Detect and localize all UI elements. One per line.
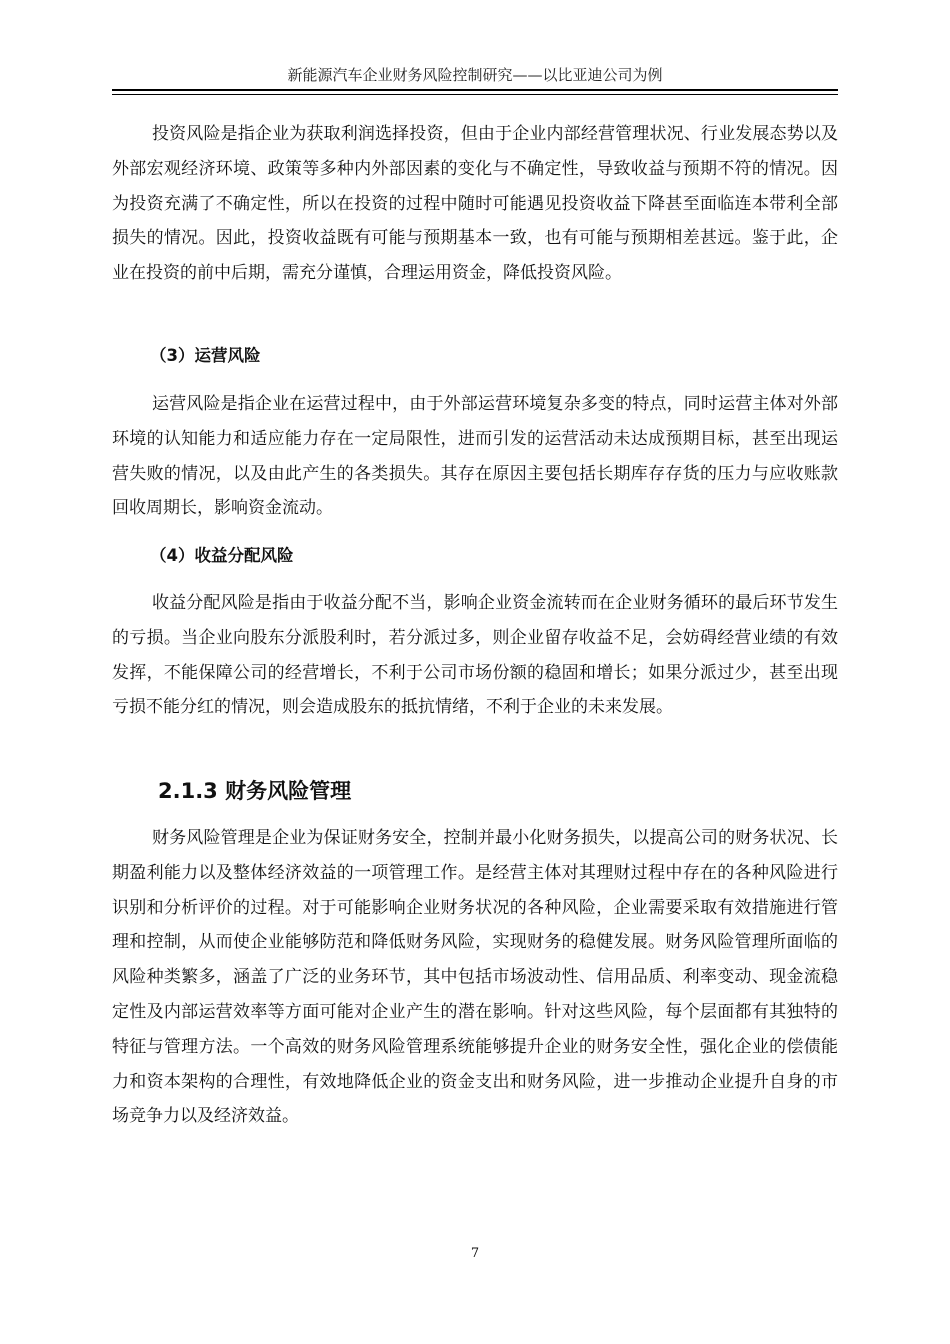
heading-operation-risk: （3）运营风险 xyxy=(150,346,261,365)
paragraph-distribution-risk: 收益分配风险是指由于收益分配不当，影响企业资金流转而在企业财务循环的最后环节发生的亏损。当企业向股东分派股利时，若分派过多，则企业留存收益不足，会妨碍经营业绩的有效发挥，不能保障公司的经营增长，不利于公司市场份额的稳固和增长；如果分派过少，甚至出现亏损不能分红的情况，则会造成股东的抵抗情绪，不利于企业的未来发展。 xyxy=(112,593,838,718)
section-title: 2.1.3 财务风险管理 xyxy=(158,779,352,803)
paragraph-operation-risk: 运营风险是指企业在运营过程中，由于外部运营环境复杂多变的特点，同时运营主体对外部环境的认知能力和适应能力存在一定局限性，进而引发的运营活动未达成预期目标，甚至出现运营失败的情况，以及由此产生的各类损失。其存在原因主要包括长期库存存货的压力与应收账款回收周期长，影响资金流动。 xyxy=(112,394,838,519)
running-header: 新能源汽车企业财务风险控制研究——以比亚迪公司为例 xyxy=(287,66,663,84)
paragraph-investment-risk: 投资风险是指企业为获取利润选择投资，但由于企业内部经营管理状况、行业发展态势以及外部宏观经济环境、政策等多种内外部因素的变化与不确定性，导致收益与预期不符的情况。因为投资充满了不确定性，所以在投资的过程中随时可能遇见投资收益下降甚至面临连本带利全部损失的情况。因此，投资收益既有可能与预期基本一致，也有可能与预期相差甚远。鉴于此，企业在投资的前中后期，需充分谨慎，合理运用资金，降低投资风险。 xyxy=(112,124,838,284)
page-number: 7 xyxy=(470,1246,480,1261)
header-rule-thin xyxy=(112,94,838,95)
paragraph-risk-management: 财务风险管理是企业为保证财务安全，控制并最小化财务损失，以提高公司的财务状况、长期盈利能力以及整体经济效益的一项管理工作。是经营主体对其理财过程中存在的各种风险进行识别和分析评价的过程。对于可能影响企业财务状况的各种风险，企业需要采取有效措施进行管理和控制，从而使企业能够防范和降低财务风险，实现财务的稳健发展。财务风险管理所面临的风险种类繁多，涵盖了广泛的业务环节，其中包括市场波动性、信用品质、利率变动、现金流稳定性及内部运营效率等方面可能对企业产生的潜在影响。针对这些风险，每个层面都有其独特的特征与管理方法。一个高效的财务风险管理系统能够提升企业的财务安全性，强化企业的偿债能力和资本架构的合理性，有效地降低企业的资金支出和财务风险，进一步推动企业提升自身的市场竞争力以及经济效益。 xyxy=(112,828,838,1127)
header-rule-thick xyxy=(112,89,838,91)
heading-distribution-risk: （4）收益分配风险 xyxy=(150,546,294,565)
